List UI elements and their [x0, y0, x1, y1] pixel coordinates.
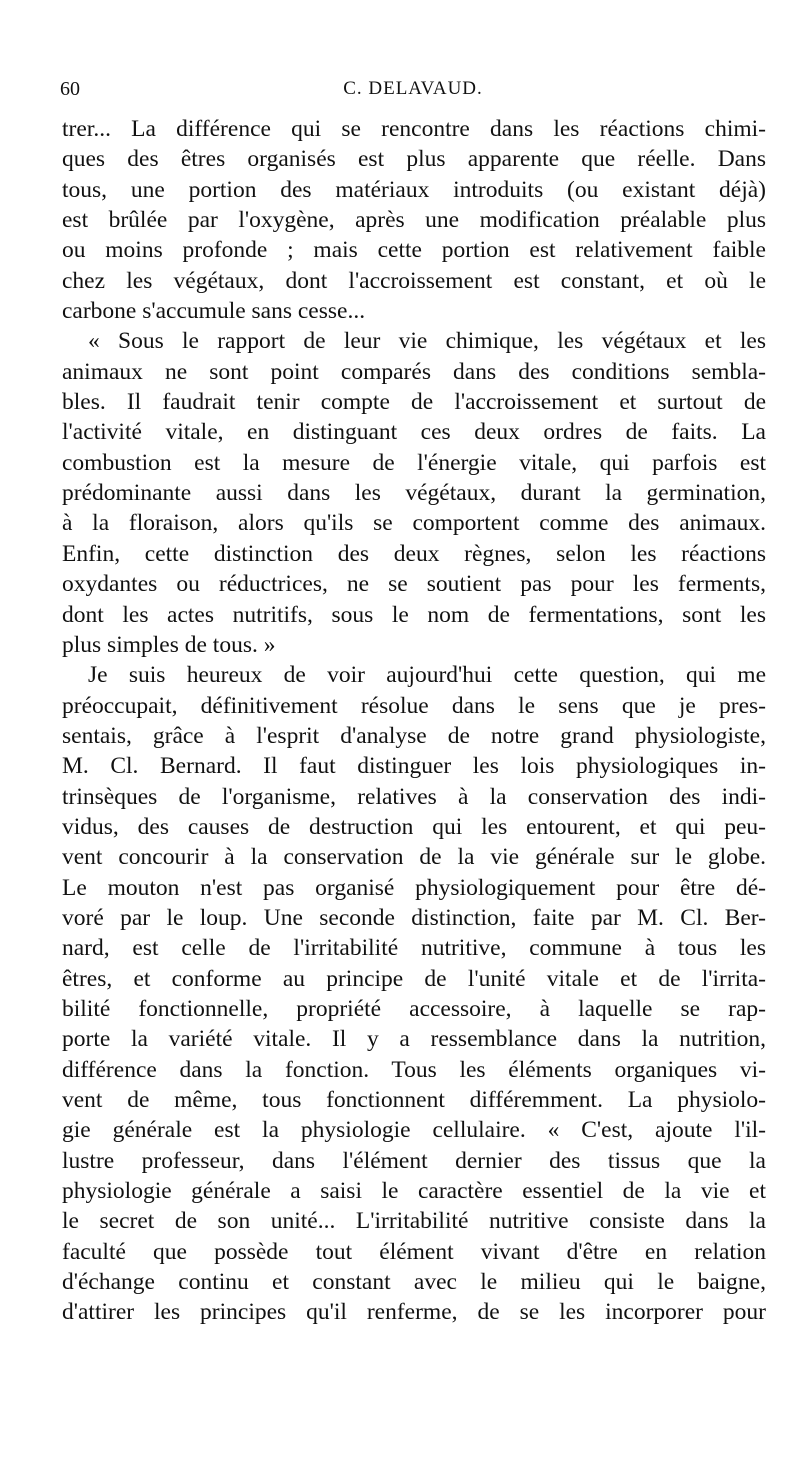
text-line: M. Cl. Bernard. Il faut distinguer les lois physiologiques in- [62, 753, 766, 780]
text-line: vent concourir à la conservation de la vie générale sur le globe. [62, 844, 766, 871]
text-line: Le mouton n'est pas organisé physiologiquement pour être dé- [62, 874, 766, 901]
text-line: Je suis heureux de voir aujourd'hui cette question, qui me [88, 662, 766, 689]
text-line: carbone s'accumule sans cesse... [62, 298, 366, 325]
text-line: trer... La différence qui se rencontre dans les réactions chimi- [62, 116, 766, 142]
text-line: voré par le loup. Une seconde distinction, faite par M. Cl. Ber- [62, 904, 766, 931]
page-number: 60 [60, 78, 80, 100]
text-line: à la floraison, alors qu'ils se comportent comme des animaux. [62, 510, 766, 537]
text-line: physiologie générale a saisi le caractère essentiel de la vie et [62, 1178, 766, 1205]
running-title: C. DELAVAUD. [343, 78, 483, 99]
text-line: d'échange continu et constant avec le milieu qui le baigne, [62, 1269, 766, 1296]
text-line: préoccupait, définitivement résolue dans le sens que je pres- [62, 692, 766, 719]
text-line: faculté que possède tout élément vivant d'être en relation [62, 1238, 766, 1265]
text-line: prédominante aussi dans les végétaux, durant la germination, [62, 480, 766, 507]
text-line: bles. Il faudrait tenir compte de l'accroissement et surtout de [62, 389, 766, 416]
text-line: « Sous le rapport de leur vie chimique, les végétaux et les [88, 328, 766, 355]
text-line: différence dans la fonction. Tous les éléments organiques vi- [62, 1056, 766, 1083]
text-line: tous, une portion des matériaux introduits (ou existant déjà) [62, 176, 766, 203]
text-line: oxydantes ou réductrices, ne se soutient pas pour les ferments, [62, 571, 766, 598]
text-line: ou moins profonde ; mais cette portion est relativement faible [62, 237, 766, 264]
text-line: dont les actes nutritifs, sous le nom de fermentations, sont les [62, 601, 766, 628]
text-line: le secret de son unité... L'irritabilité nutritive consiste dans la [62, 1208, 766, 1235]
text-line: porte la variété vitale. Il y a ressemblance dans la nutrition, [62, 1026, 766, 1053]
text-line: vidus, des causes de destruction qui les entourent, et qui peu- [62, 813, 766, 840]
text-line: combustion est la mesure de l'énergie vitale, qui parfois est [62, 449, 766, 476]
text-line: d'attirer les principes qu'il renferme, de se les incorporer pour [62, 1299, 766, 1326]
text-line: plus simples de tous. » [62, 631, 276, 658]
text-line: bilité fonctionnelle, propriété accessoire, à laquelle se rap- [62, 995, 766, 1022]
text-line: gie générale est la physiologie cellulaire. « C'est, ajoute l'il- [62, 1117, 766, 1144]
text-line: êtres, et conforme au principe de l'unité vitale et de l'irrita- [62, 965, 766, 992]
text-line: sentais, grâce à l'esprit d'analyse de notre grand physiologiste, [62, 722, 766, 749]
text-line: Enfin, cette distinction des deux règnes, selon les réactions [62, 540, 766, 567]
text-line: l'activité vitale, en distinguant ces deux ordres de faits. La [62, 419, 766, 446]
text-line: chez les végétaux, dont l'accroissement est constant, et où le [62, 267, 766, 294]
text-line: vent de même, tous fonctionnent différemment. La physiolo- [62, 1087, 766, 1113]
text-line: lustre professeur, dans l'élément dernier des tissus que la [62, 1147, 766, 1174]
text-line: animaux ne sont point comparés dans des conditions sembla- [62, 358, 766, 385]
text-line: trinsèques de l'organisme, relatives à la conservation des indi- [62, 783, 766, 810]
running-head [60, 76, 766, 102]
body-text [62, 114, 766, 1328]
text-line: ques des êtres organisés est plus apparente que réelle. Dans [62, 146, 766, 173]
text-line: nard, est celle de l'irritabilité nutritive, commune à tous les [62, 935, 766, 962]
text-line: est brûlée par l'oxygène, après une modification préalable plus [62, 207, 766, 234]
